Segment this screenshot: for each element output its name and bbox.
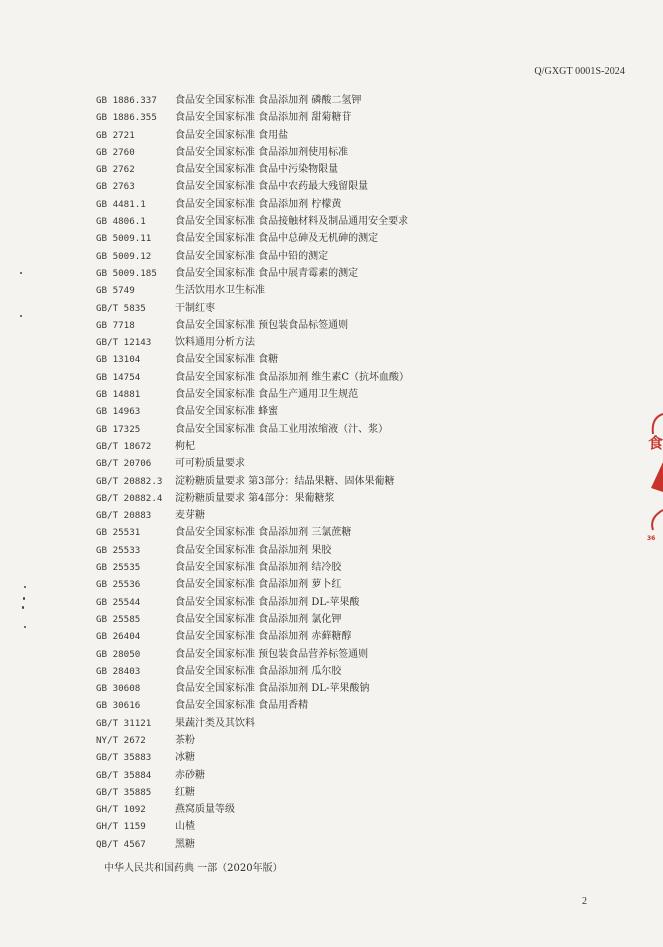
margin-speck (24, 586, 26, 588)
reference-row (96, 92, 616, 109)
reference-row (96, 109, 616, 126)
reference-row (96, 697, 616, 714)
reference-row (96, 559, 616, 576)
reference-code: GB 14963 (96, 406, 141, 418)
reference-row (96, 317, 616, 334)
reference-code: GB 4806.1 (96, 216, 146, 228)
reference-row (96, 196, 616, 213)
reference-title: 生活饮用水卫生标准 (175, 285, 265, 297)
reference-row (96, 438, 616, 455)
reference-code: GB 30616 (96, 700, 141, 712)
reference-row (96, 611, 616, 628)
reference-code: GB/T 20706 (96, 458, 152, 470)
reference-title: 赤砂糖 (175, 769, 205, 781)
reference-code: GB/T 35883 (96, 752, 152, 764)
reference-title: 食品安全国家标准 食品添加剂 氯化钾 (175, 613, 342, 625)
reference-row (96, 542, 616, 559)
seal-fragment-text: 36 (647, 535, 656, 542)
reference-row (96, 473, 616, 490)
reference-code: GB 17325 (96, 423, 141, 435)
standard-code-header: Q/GXGT 0001S-2024 (534, 66, 625, 77)
reference-title: 红糖 (175, 786, 195, 798)
reference-code: GB 30608 (96, 683, 141, 695)
margin-speck (20, 272, 22, 274)
reference-title: 食品安全国家标准 蜂蜜 (175, 406, 279, 418)
reference-title: 食品安全国家标准 食品中总砷及无机砷的测定 (175, 233, 379, 245)
reference-title: 食品安全国家标准 食用盐 (175, 129, 289, 141)
reference-code: GB 2762 (96, 164, 135, 176)
reference-title: 食品安全国家标准 食品添加剂 DL-苹果酸 (175, 596, 360, 608)
reference-title: 枸杞 (175, 440, 195, 452)
reference-code: GB/T 20882.4 (96, 492, 163, 504)
reference-row (96, 178, 616, 195)
reference-title: 可可粉质量要求 (175, 458, 245, 470)
reference-title: 食品安全国家标准 食品添加剂 萝卜红 (175, 579, 342, 591)
reference-row (96, 646, 616, 663)
reference-title: 燕窝质量等级 (175, 804, 235, 816)
reference-title: 食品安全国家标准 食品用香精 (175, 700, 309, 712)
reference-title: 淀粉糖质量要求 第3部分：结晶果糖、固体果葡糖 (175, 475, 395, 487)
reference-code: GB/T 31121 (96, 717, 152, 729)
reference-row (96, 334, 616, 351)
reference-title: 冰糖 (175, 752, 195, 764)
reference-title: 食品安全国家标准 预包装食品营养标签通则 (175, 648, 369, 660)
reference-title: 食品安全国家标准 食品添加剂 果胶 (175, 544, 332, 556)
reference-row (96, 421, 616, 438)
reference-row (96, 784, 616, 801)
reference-code: GB/T 20882.3 (96, 475, 163, 487)
reference-title: 食品安全国家标准 食品中污染物限量 (175, 164, 339, 176)
reference-title: 食品安全国家标准 食品中农药最大残留限量 (175, 181, 369, 193)
reference-row (96, 351, 616, 368)
reference-code: GB/T 5835 (96, 302, 146, 314)
reference-code: GB 25535 (96, 562, 141, 574)
reference-title: 麦芽糖 (175, 510, 205, 522)
reference-title: 干制红枣 (175, 302, 215, 314)
reference-code: GB/T 35884 (96, 769, 152, 781)
reference-title: 食品安全国家标准 食品接触材料及制品通用安全要求 (175, 216, 409, 228)
reference-row (96, 818, 616, 835)
reference-title: 食品安全国家标准 食糖 (175, 354, 279, 366)
reference-title: 食品安全国家标准 食品添加剂 结冷胶 (175, 562, 342, 574)
reference-code: GB 1886.355 (96, 112, 157, 124)
reference-code: GB 2721 (96, 129, 135, 141)
reference-code: GB 1886.337 (96, 95, 157, 106)
reference-row (96, 680, 616, 697)
reference-title: 食品安全国家标准 食品添加剂 柠檬黄 (175, 198, 342, 210)
reference-code: GB/T 18672 (96, 440, 152, 452)
reference-code: GB 25533 (96, 544, 141, 556)
reference-title: 食品安全国家标准 食品添加剂 甜菊糖苷 (175, 112, 352, 124)
reference-title: 食品安全国家标准 食品添加剂使用标准 (175, 146, 349, 158)
reference-title: 食品安全国家标准 食品中展青霉素的测定 (175, 267, 359, 279)
reference-title: 饮料通用分析方法 (175, 337, 255, 349)
reference-row (96, 732, 616, 749)
reference-code: GB 28050 (96, 648, 141, 660)
pharmacopoeia-reference: 中华人民共和国药典 一部（2020年版） (104, 863, 283, 874)
reference-code: NY/T 2672 (96, 734, 146, 746)
reference-title: 淀粉糖质量要求 第4部分：果葡糖浆 (175, 492, 335, 504)
reference-code: GH/T 1159 (96, 821, 146, 833)
reference-title: 食品安全国家标准 食品添加剂 赤藓糖醇 (175, 631, 352, 643)
reference-row (96, 576, 616, 593)
reference-code: GB 5749 (96, 285, 135, 297)
margin-speck (23, 597, 25, 600)
reference-row (96, 161, 616, 178)
page-number: 2 (582, 896, 587, 907)
reference-row (96, 767, 616, 784)
reference-row (96, 455, 616, 472)
reference-code: GB 25585 (96, 613, 141, 625)
seal-glyph: 食 (648, 434, 663, 452)
reference-code: GB 2760 (96, 146, 135, 158)
reference-code: GB 5009.185 (96, 267, 157, 279)
reference-code: GB 7718 (96, 319, 135, 331)
reference-title: 食品安全国家标准 食品中铅的测定 (175, 250, 329, 262)
reference-row (96, 369, 616, 386)
reference-code: GB 4481.1 (96, 198, 146, 210)
reference-row (96, 127, 616, 144)
reference-code: GB 28403 (96, 665, 141, 677)
reference-code: GB 14881 (96, 389, 141, 401)
reference-row (96, 663, 616, 680)
reference-row (96, 524, 616, 541)
reference-code: GB 14754 (96, 371, 141, 383)
reference-row (96, 230, 616, 247)
reference-row (96, 403, 616, 420)
reference-row (96, 836, 616, 853)
reference-code: GB 25544 (96, 596, 141, 608)
reference-title: 食品安全国家标准 食品工业用浓缩液（汁、浆） (175, 423, 389, 435)
reference-row (96, 386, 616, 403)
reference-row (96, 801, 616, 818)
reference-title: 黑糖 (175, 838, 195, 850)
reference-code: GB 25536 (96, 579, 141, 591)
reference-row (96, 300, 616, 317)
reference-code: GB/T 20883 (96, 510, 152, 522)
reference-title: 食品安全国家标准 食品生产通用卫生规范 (175, 389, 359, 401)
reference-row (96, 628, 616, 645)
reference-row (96, 490, 616, 507)
reference-row (96, 248, 616, 265)
reference-code: GB 5009.12 (96, 250, 152, 262)
reference-row (96, 715, 616, 732)
normative-reference-list (96, 92, 616, 853)
reference-code: QB/T 4567 (96, 838, 146, 850)
reference-title: 山楂 (175, 821, 195, 833)
reference-title: 食品安全国家标准 预包装食品标签通则 (175, 319, 349, 331)
reference-code: GH/T 1092 (96, 804, 146, 816)
reference-row (96, 213, 616, 230)
reference-row (96, 265, 616, 282)
reference-title: 食品安全国家标准 食品添加剂 三氯蔗糖 (175, 527, 352, 539)
reference-title: 食品安全国家标准 食品添加剂 维生素C（抗坏血酸） (175, 371, 410, 383)
reference-row (96, 594, 616, 611)
reference-code: GB 5009.11 (96, 233, 152, 245)
reference-title: 食品安全国家标准 食品添加剂 DL-苹果酸钠 (175, 683, 370, 695)
reference-title: 茶粉 (175, 734, 195, 746)
margin-speck (22, 606, 24, 609)
reference-code: GB/T 35885 (96, 786, 152, 798)
reference-code: GB 26404 (96, 631, 141, 643)
reference-code: GB/T 12143 (96, 337, 152, 349)
reference-code: GB 13104 (96, 354, 141, 366)
margin-speck (24, 626, 26, 628)
reference-row (96, 749, 616, 766)
margin-speck (20, 315, 22, 317)
reference-row (96, 282, 616, 299)
reference-code: GB 2763 (96, 181, 135, 193)
reference-title: 果蔬汁类及其饮料 (175, 717, 255, 729)
reference-code: GB 25531 (96, 527, 141, 539)
reference-row (96, 144, 616, 161)
reference-title: 食品安全国家标准 食品添加剂 磷酸二氢钾 (175, 95, 362, 106)
reference-title: 食品安全国家标准 食品添加剂 瓜尔胶 (175, 665, 342, 677)
reference-row (96, 507, 616, 524)
official-seal-fragment (645, 410, 663, 545)
